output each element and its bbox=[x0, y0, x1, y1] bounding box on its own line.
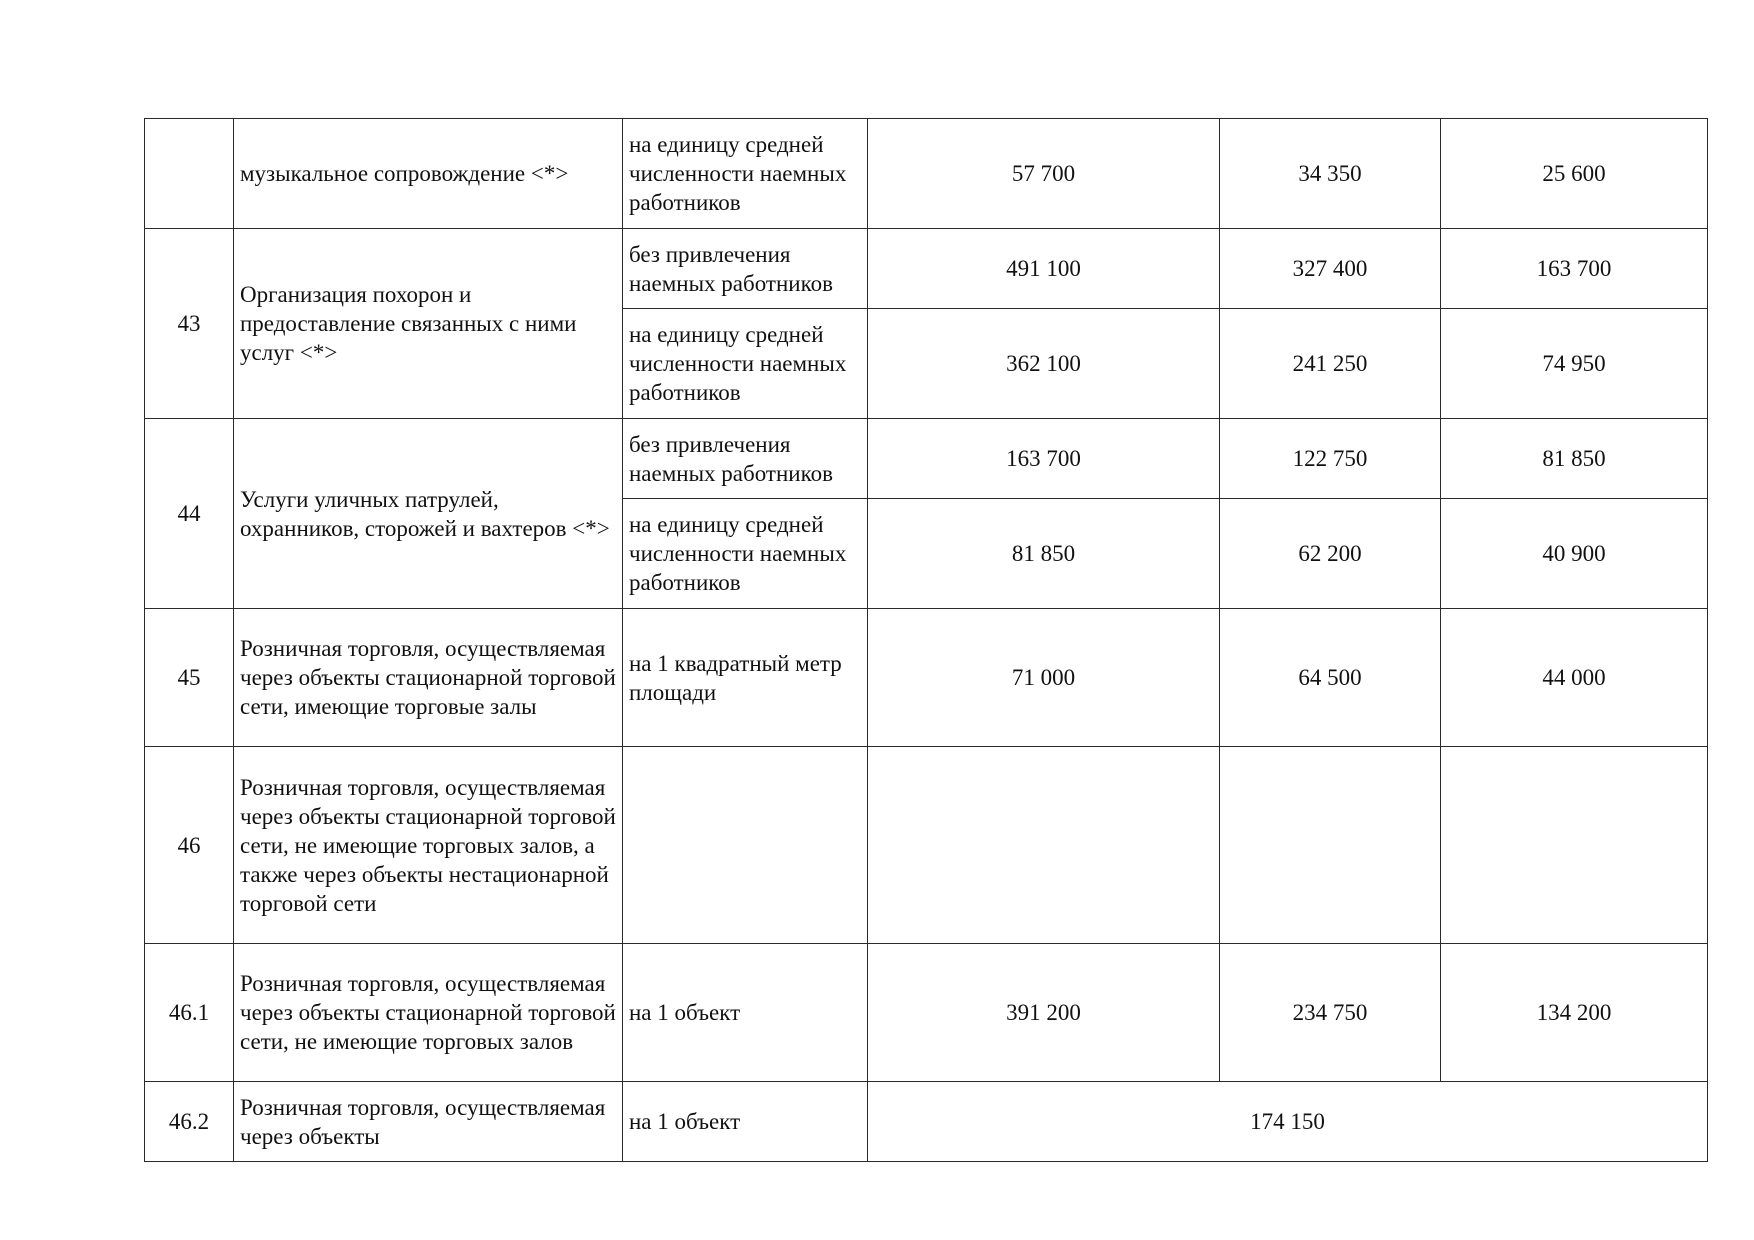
activity-name: Розничная торговля, осуществляемая через объекты стационарной торговой сети, не имеющие торговых залов bbox=[234, 944, 623, 1082]
table-row bbox=[145, 119, 1708, 229]
activity-name: Организация похорон и предоставление связанных с ними услуг <*> bbox=[234, 229, 623, 419]
value-column-2: 64 500 bbox=[1220, 609, 1441, 747]
value-column-2: 34 350 bbox=[1220, 119, 1441, 229]
unit-of-measure: на 1 объект bbox=[623, 944, 868, 1082]
value-column-1: 71 000 bbox=[868, 609, 1220, 747]
value-column-1: 391 200 bbox=[868, 944, 1220, 1082]
unit-of-measure: без привлечения наемных работников bbox=[623, 229, 868, 309]
value-column-3: 40 900 bbox=[1441, 499, 1708, 609]
table-row bbox=[145, 609, 1708, 747]
value-column-1 bbox=[868, 747, 1220, 944]
value-column-2: 234 750 bbox=[1220, 944, 1441, 1082]
value-column-2: 241 250 bbox=[1220, 309, 1441, 419]
row-number: 43 bbox=[145, 229, 234, 419]
table-row bbox=[145, 1082, 1708, 1162]
unit-of-measure: без привлечения наемных работников bbox=[623, 419, 868, 499]
table-row bbox=[145, 419, 1708, 499]
activity-name: Розничная торговля, осуществляемая через объекты bbox=[234, 1082, 623, 1162]
unit-of-measure: на 1 объект bbox=[623, 1082, 868, 1162]
value-column-1: 57 700 bbox=[868, 119, 1220, 229]
unit-of-measure bbox=[623, 747, 868, 944]
value-column-1: 163 700 bbox=[868, 419, 1220, 499]
unit-of-measure: на единицу средней численности наемных работников bbox=[623, 309, 868, 419]
value-column-2 bbox=[1220, 747, 1441, 944]
activity-name: Розничная торговля, осуществляемая через объекты стационарной торговой сети, имеющие торговые залы bbox=[234, 609, 623, 747]
value-column-1: 491 100 bbox=[868, 229, 1220, 309]
value-column-3: 74 950 bbox=[1441, 309, 1708, 419]
row-number: 44 bbox=[145, 419, 234, 609]
value-column-3: 25 600 bbox=[1441, 119, 1708, 229]
value-column-3: 81 850 bbox=[1441, 419, 1708, 499]
value-column-1: 81 850 bbox=[868, 499, 1220, 609]
value-column-3: 44 000 bbox=[1441, 609, 1708, 747]
activity-name: Розничная торговля, осуществляемая через объекты стационарной торговой сети, не имеющие торговых залов, а также через объекты нестационарной торговой сети bbox=[234, 747, 623, 944]
value-column-2: 327 400 bbox=[1220, 229, 1441, 309]
unit-of-measure: на единицу средней численности наемных работников bbox=[623, 119, 868, 229]
table-body bbox=[145, 119, 1708, 1162]
activity-name: музыкальное сопровождение <*> bbox=[234, 119, 623, 229]
value-column-3: 163 700 bbox=[1441, 229, 1708, 309]
row-number bbox=[145, 119, 234, 229]
value-column-2: 122 750 bbox=[1220, 419, 1441, 499]
value-column-2: 62 200 bbox=[1220, 499, 1441, 609]
row-number: 45 bbox=[145, 609, 234, 747]
row-number: 46 bbox=[145, 747, 234, 944]
table-row bbox=[145, 944, 1708, 1082]
row-number: 46.2 bbox=[145, 1082, 234, 1162]
merged-value: 174 150 bbox=[868, 1082, 1708, 1162]
activity-name: Услуги уличных патрулей, охранников, сторожей и вахтеров <*> bbox=[234, 419, 623, 609]
value-column-3: 134 200 bbox=[1441, 944, 1708, 1082]
value-column-3 bbox=[1441, 747, 1708, 944]
unit-of-measure: на 1 квадратный метр площади bbox=[623, 609, 868, 747]
unit-of-measure: на единицу средней численности наемных работников bbox=[623, 499, 868, 609]
table-row bbox=[145, 747, 1708, 944]
table-row bbox=[145, 229, 1708, 309]
row-number: 46.1 bbox=[145, 944, 234, 1082]
tariff-table bbox=[144, 118, 1708, 1162]
value-column-1: 362 100 bbox=[868, 309, 1220, 419]
